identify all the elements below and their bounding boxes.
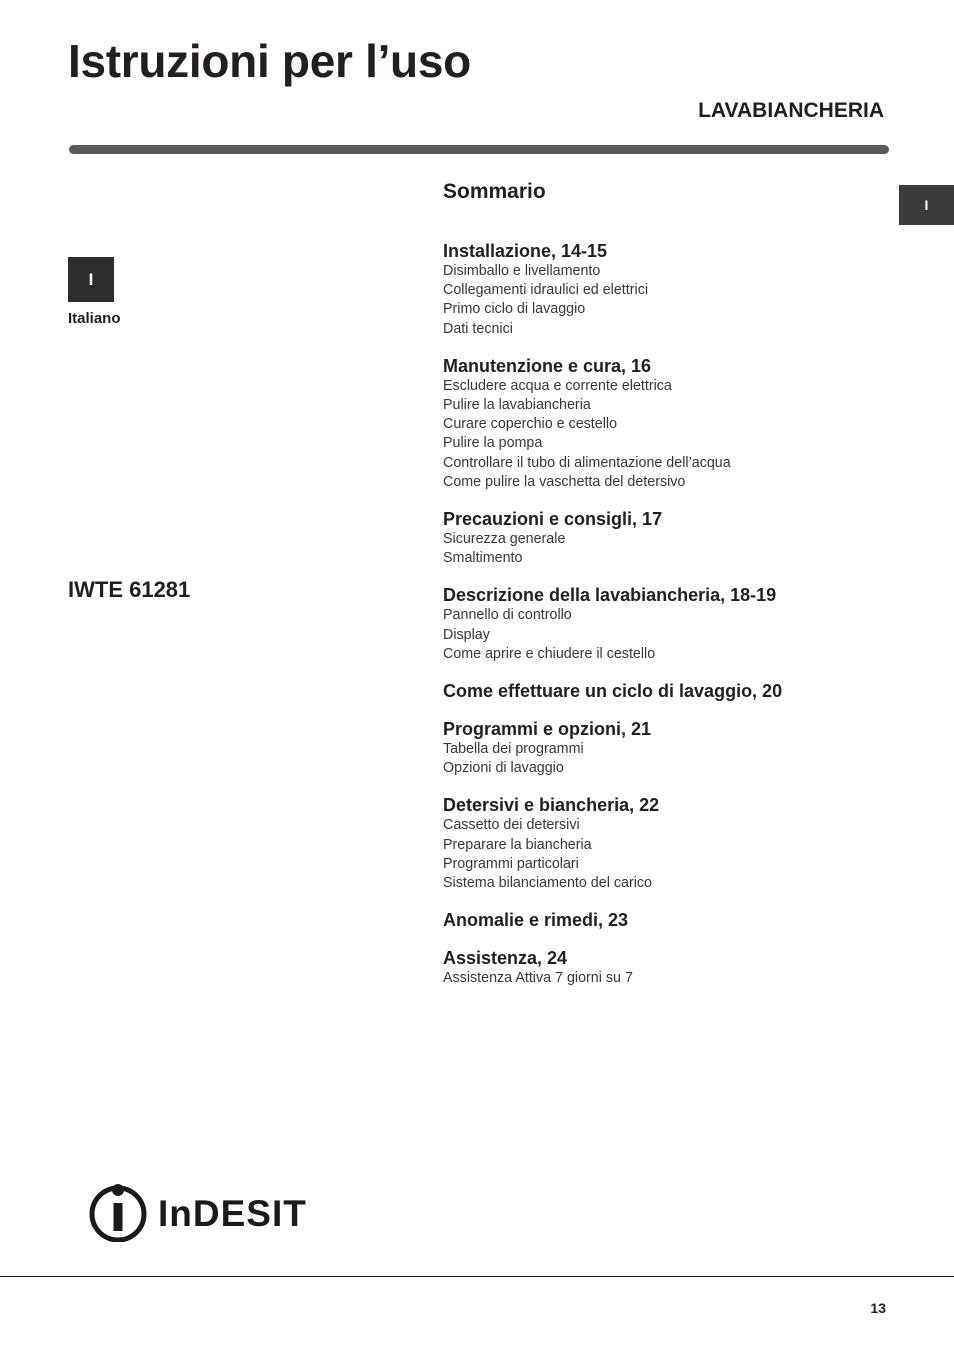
toc-item: Smaltimento bbox=[443, 550, 523, 567]
toc-section bbox=[443, 794, 883, 893]
toc-item: Come aprire e chiudere il cestello bbox=[443, 645, 656, 662]
toc-item: Dati tecnici bbox=[443, 320, 513, 337]
toc-section-heading: Anomalie e rimedi, 23 bbox=[443, 910, 629, 931]
toc-section-heading: Descrizione della lavabiancheria, 18-19 bbox=[443, 585, 777, 606]
toc-section-heading: Come effettuare un ciclo di lavaggio, 20 bbox=[443, 681, 783, 702]
toc-section-heading: Precauzioni e consigli, 17 bbox=[443, 509, 663, 530]
toc-section-heading: Manutenzione e cura, 16 bbox=[443, 355, 652, 376]
language-side-tab: I bbox=[899, 185, 954, 225]
toc-item: Cassetto dei detersivi bbox=[443, 817, 580, 834]
toc-item: Tabella dei programmi bbox=[443, 741, 584, 758]
toc-item: Collegamenti idraulici ed elettrici bbox=[443, 282, 649, 299]
toc-title: Sommario bbox=[443, 180, 546, 203]
brand-logo bbox=[88, 1184, 307, 1242]
toc-item: Pulire la pompa bbox=[443, 435, 543, 452]
toc-section bbox=[443, 909, 883, 931]
toc-item: Display bbox=[443, 626, 490, 643]
toc-item: Escludere acqua e corrente elettrica bbox=[443, 377, 672, 394]
toc-item: Assistenza Attiva 7 giorni su 7 bbox=[443, 970, 633, 987]
toc-section bbox=[443, 718, 883, 778]
language-code-box: I bbox=[68, 257, 114, 302]
page-number: 13 bbox=[870, 1300, 886, 1316]
toc-item: Preparare la biancheria bbox=[443, 836, 592, 853]
toc-section bbox=[443, 240, 883, 339]
toc-item: Programmi particolari bbox=[443, 855, 579, 872]
toc-item: Come pulire la vaschetta del detersivo bbox=[443, 473, 686, 490]
toc-section bbox=[443, 947, 883, 988]
toc-item: Curare coperchio e cestello bbox=[443, 416, 618, 433]
toc-section bbox=[443, 584, 883, 664]
toc-item: Sicurezza generale bbox=[443, 531, 566, 548]
toc-item: Controllare il tubo di alimentazione dell’acqua bbox=[443, 454, 731, 471]
product-type: LAVABIANCHERIA bbox=[698, 99, 884, 122]
toc-item: Disimballo e livellamento bbox=[443, 263, 601, 279]
toc-item: Sistema bilanciamento del carico bbox=[443, 875, 652, 892]
language-label: Italiano bbox=[68, 310, 121, 327]
model-number: IWTE 61281 bbox=[68, 577, 191, 602]
page-title: Istruzioni per l’uso bbox=[68, 35, 471, 87]
toc-item: Opzioni di lavaggio bbox=[443, 760, 564, 777]
brand-logo-text: InDESIT bbox=[158, 1192, 307, 1234]
header-divider-bar bbox=[69, 145, 889, 154]
toc-item: Pannello di controllo bbox=[443, 607, 572, 624]
toc-item: Primo ciclo di lavaggio bbox=[443, 301, 586, 318]
toc-section-heading: Detersivi e biancheria, 22 bbox=[443, 795, 660, 816]
footer-divider bbox=[0, 1276, 954, 1277]
table-of-contents bbox=[443, 240, 883, 1004]
toc-section bbox=[443, 508, 883, 568]
toc-section bbox=[443, 355, 883, 492]
toc-item: Pulire la lavabiancheria bbox=[443, 397, 591, 414]
toc-section bbox=[443, 680, 883, 702]
toc-section-heading: Installazione, 14-15 bbox=[443, 241, 608, 261]
toc-section-heading: Programmi e opzioni, 21 bbox=[443, 719, 652, 740]
toc-section-heading: Assistenza, 24 bbox=[443, 948, 568, 969]
indesit-i-logo-icon bbox=[88, 1184, 148, 1242]
